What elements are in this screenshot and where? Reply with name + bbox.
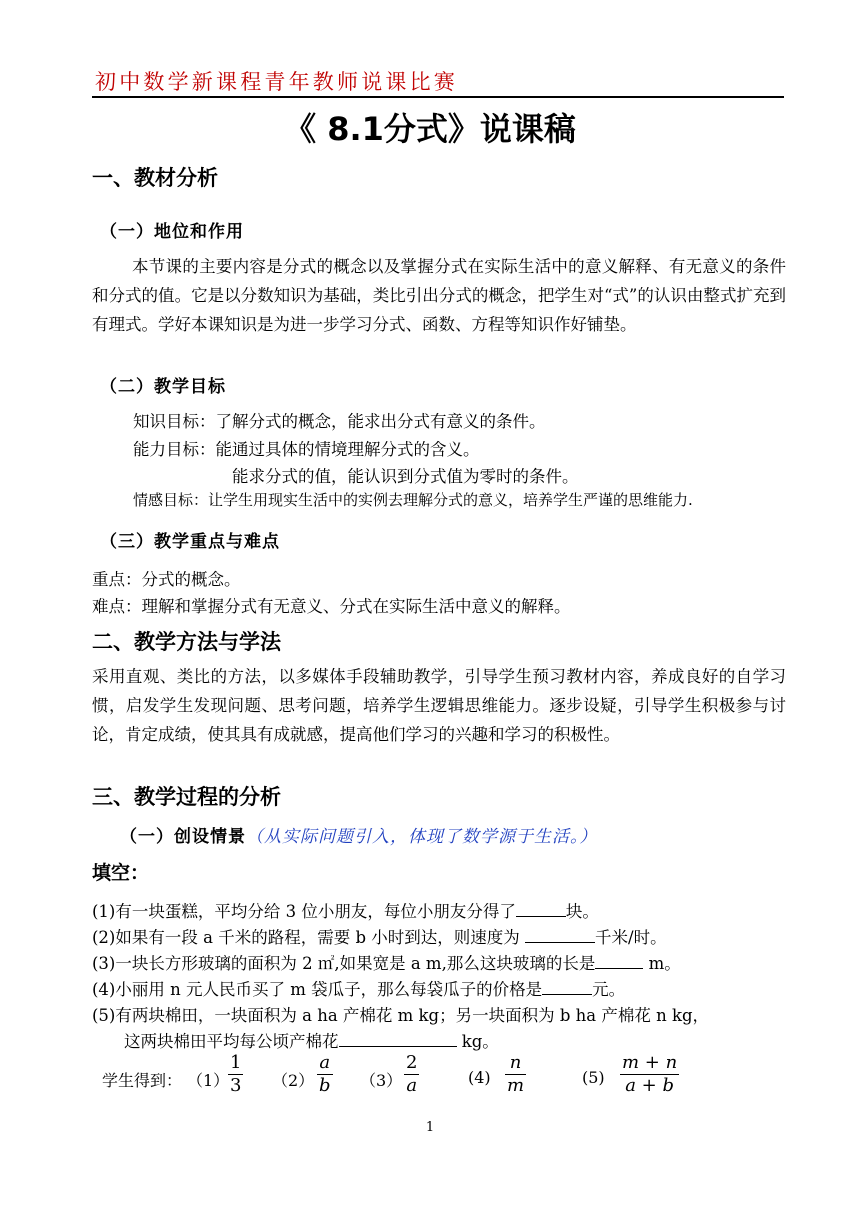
question-5-blank[interactable] — [339, 1030, 457, 1047]
answer-1-denominator: 3 — [230, 1075, 242, 1096]
answers-label: 学生得到： — [102, 1071, 183, 1090]
question-1-unit: 块。 — [565, 902, 599, 921]
question-4-text: (4)小丽用 n 元人民币买了 m 袋瓜子，那么每袋瓜子的价格是 — [92, 980, 543, 999]
question-1-text: (1)有一块蛋糕，平均分给 3 位小朋友，每位小朋友分得了 — [92, 902, 516, 921]
question-2-blank[interactable] — [525, 926, 595, 943]
section-2-paragraph: 采用直观、类比的方法，以多媒体手段辅助教学，引导学生预习教材内容，养成良好的自学习惯，启发学生发现问题、思考问题，培养学生逻辑思维能力。逐步设疑，引导学生积极参与讨论，肯定成绩，使其具有成就感，提高他们学习的兴趣和学习的积极性。 — [92, 667, 786, 744]
answer-1-numerator: 1 — [230, 1052, 242, 1073]
question-1 — [92, 898, 599, 922]
answer-3-numerator: 2 — [406, 1052, 418, 1073]
section-3-1-note: （从实际问题引入，体现了数学源于生活。） — [246, 827, 598, 847]
section-3-1-heading — [120, 822, 598, 847]
question-1-blank[interactable] — [516, 900, 566, 917]
goal-ability: 能力目标：能通过具体的情境理解分式的含义。 — [133, 440, 480, 459]
question-5: (5)有两块棉田，一块面积为 a ha 产棉花 m kg；另一块面积为 b ha 产棉花 n kg， — [92, 1006, 710, 1025]
answer-5-fraction — [620, 1052, 679, 1097]
section-3-heading: 三、教学过程的分析 — [92, 785, 281, 809]
question-4-blank[interactable] — [542, 978, 592, 995]
document-title: 《 8.1分式》说课稿 — [284, 110, 576, 148]
goal-ability-2: 能求分式的值，能认识到分式值为零时的条件。 — [232, 467, 579, 486]
answer-2-fraction — [317, 1052, 333, 1097]
answer-2-denominator: b — [319, 1075, 331, 1096]
answer-2-tag: （2） — [272, 1071, 315, 1090]
section-1-3-heading: （三）教学重点与难点 — [100, 532, 280, 552]
key-point: 重点：分式的概念。 — [92, 570, 241, 589]
question-3-unit: m。 — [648, 954, 681, 973]
question-3 — [92, 950, 681, 974]
answer-3-tag: （3） — [360, 1071, 403, 1090]
answer-4-numerator: n — [509, 1052, 522, 1073]
answer-3-denominator: a — [406, 1075, 418, 1096]
section-1-1-heading: （一）地位和作用 — [100, 222, 244, 242]
goal-emotion: 情感目标：让学生用现实生活中的实例去理解分式的意义，培养学生严谨的思维能力. — [133, 491, 693, 509]
section-1-1-paragraph: 本节课的主要内容是分式的概念以及掌握分式在实际生活中的意义解释、有无意义的条件和分式的值。它是以分数知识为基础，类比引出分式的概念，把学生对“式”的认识由整式扩充到有理式。学好本课知识是为进一步学习分式、函数、方程等知识作好铺垫。 — [92, 257, 786, 334]
answer-1-tag: （1） — [187, 1071, 230, 1090]
question-2-unit: 千米/时。 — [595, 928, 667, 947]
section-1-heading: 一、教材分析 — [92, 166, 218, 190]
header-rule — [92, 96, 784, 98]
question-4-unit: 元。 — [592, 980, 626, 999]
section-1-2-heading: （二）教学目标 — [100, 377, 226, 397]
question-3-text: (3)一块长方形玻璃的面积为 2 ㎡,如果宽是 a m,那么这块玻璃的长是 — [92, 954, 596, 973]
answer-4-denominator: m — [507, 1075, 525, 1096]
question-5-text: 这两块棉田平均每公顷产棉花 — [124, 1032, 339, 1051]
question-2-text: (2)如果有一段 a 千米的路程，需要 b 小时到达，则速度为 — [92, 928, 520, 947]
question-4 — [92, 976, 625, 1000]
answer-4-tag: (4) — [468, 1068, 491, 1087]
question-3-blank[interactable] — [595, 952, 643, 969]
contest-header: 初中数学新课程青年教师说课比赛 — [95, 70, 458, 94]
answer-2-numerator: a — [319, 1052, 331, 1073]
section-3-1-title: （一）创设情景 — [120, 827, 246, 847]
answer-5-tag: (5) — [582, 1068, 605, 1087]
answer-3-fraction — [404, 1052, 419, 1097]
question-5-unit: kg。 — [461, 1032, 499, 1051]
question-2 — [92, 924, 667, 948]
fill-in-heading: 填空： — [92, 862, 150, 884]
answer-5-denominator: a + b — [625, 1075, 674, 1096]
answer-4-fraction — [505, 1052, 526, 1097]
page-number: 1 — [425, 1120, 435, 1135]
section-2-heading: 二、教学方法与学法 — [92, 630, 281, 654]
goal-knowledge: 知识目标：了解分式的概念，能求出分式有意义的条件。 — [133, 412, 546, 431]
answer-1-fraction — [228, 1052, 243, 1097]
answer-5-numerator: m + n — [622, 1052, 678, 1073]
difficult-point: 难点：理解和掌握分式有无意义、分式在实际生活中意义的解释。 — [92, 597, 571, 616]
question-5-cont — [124, 1028, 499, 1052]
